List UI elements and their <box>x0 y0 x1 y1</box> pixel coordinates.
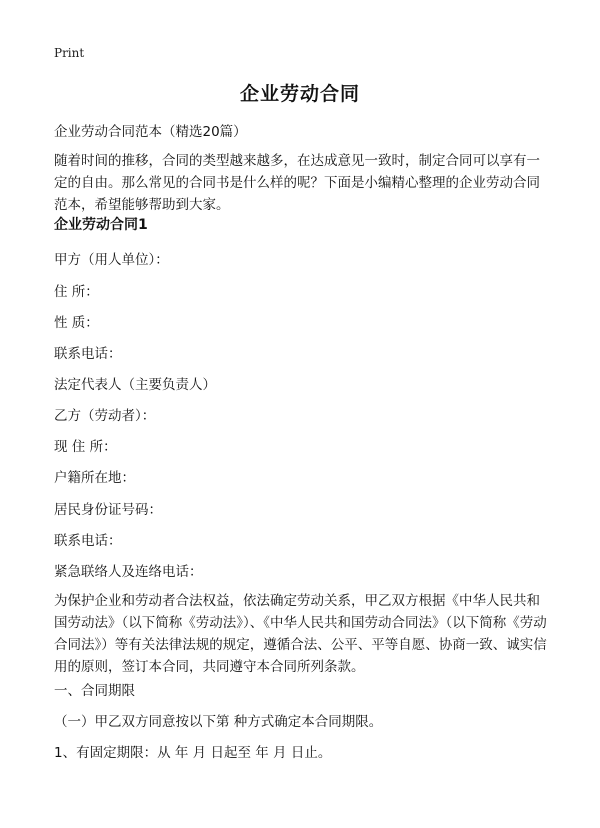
field-household-registration: 户籍所在地： <box>54 470 135 486</box>
print-link[interactable]: Print <box>54 46 85 60</box>
field-phone-b: 联系电话： <box>54 533 122 549</box>
field-id-number: 居民身份证号码： <box>54 502 162 518</box>
clause-heading: 一、合同期限 <box>54 683 135 699</box>
clause-item: 1、有固定期限：从 年 月 日起至 年 月 日止。 <box>54 745 332 761</box>
clause-subsection: （一）甲乙双方同意按以下第 种方式确定本合同期限。 <box>54 714 383 730</box>
section-heading: 企业劳动合同1 <box>54 217 148 233</box>
field-address-a: 住 所： <box>54 284 99 300</box>
intro-paragraph: 随着时间的推移，合同的类型越来越多，在达成意见一致时，制定合同可以享有一定的自由。那么常见的合同书是什么样的呢？下面是小编精心整理的企业劳动合同范本，希望能够帮助到大家。 <box>54 153 540 213</box>
field-party-b: 乙方（劳动者）： <box>54 408 156 424</box>
field-current-address: 现 住 所： <box>54 439 117 455</box>
field-emergency-contact: 紧急联络人及连络电话： <box>54 564 203 580</box>
field-party-a: 甲方（用人单位）： <box>54 252 169 268</box>
preamble-paragraph: 为保护企业和劳动者合法权益，依法确定劳动关系，甲乙双方根据《中华人民共和国劳动法》（以下简称《劳动法》）、《中华人民共和国劳动合同法》（以下简称《劳动合同法》）等有关法律法规的规定，遵循合法、公平、平等自愿、协商一致、诚实信用的原则，签订本合同，共同遵守本合同所列条款。 <box>54 593 547 675</box>
field-nature: 性 质： <box>54 315 99 331</box>
document-subtitle: 企业劳动合同范本（精选20篇） <box>54 124 247 140</box>
document-title: 企业劳动合同 <box>239 83 360 105</box>
field-legal-rep: 法定代表人（主要负责人） <box>54 377 216 393</box>
field-phone-a: 联系电话： <box>54 346 122 362</box>
